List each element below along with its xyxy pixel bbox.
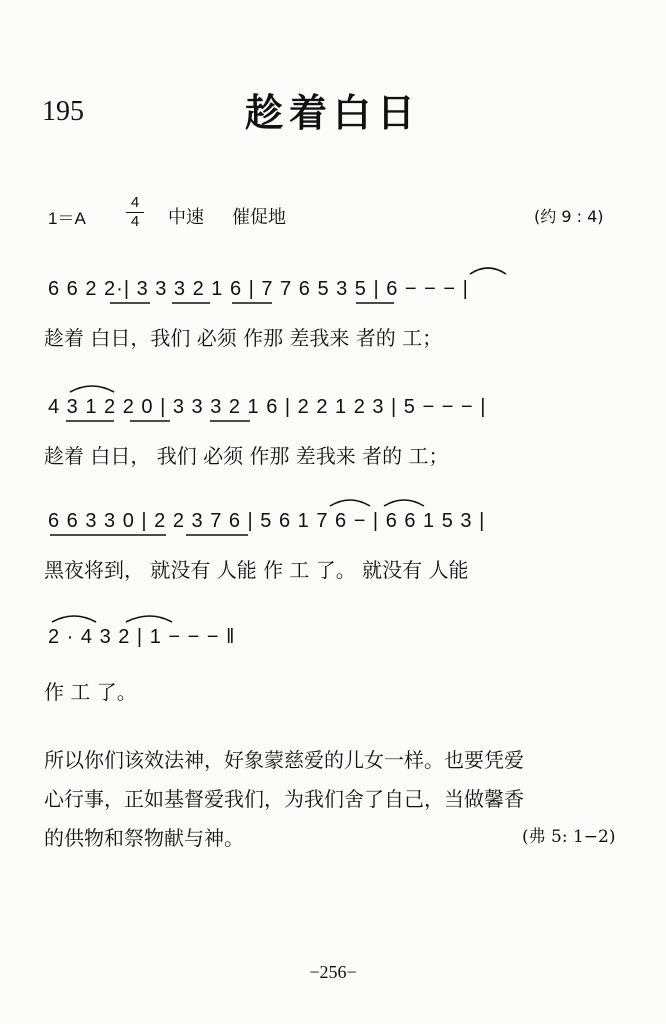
hymn-number: 195	[42, 96, 84, 127]
tempo-marking: 中速	[168, 207, 204, 228]
key-signature: 1＝A	[48, 209, 86, 228]
slur-mark	[470, 268, 506, 274]
slur-mark	[70, 386, 114, 392]
lyrics-line: 趁着 白日，我们 必须 作那 差我来 者的 工；	[44, 326, 443, 350]
notation-line: 2 · 4 3 2 | 1 − − − ‖	[48, 626, 236, 648]
time-signature	[126, 194, 144, 231]
expression-marking: 催促地	[232, 207, 286, 228]
prose-line: 心行事，正如基督爱我们，为我们舍了自己，当做馨香	[44, 787, 524, 811]
lyrics-line: 趁着 白日， 我们 必须 作那 差我来 者的 工；	[44, 444, 449, 468]
notation-line: 6 6 2 2·| 3 3 3 2 1 6 | 7 7 6 5 3 5 | 6 − − − |	[48, 278, 469, 300]
prose-line: 所以你们该效法神，好象蒙慈爱的儿女一样。也要凭爱	[44, 748, 524, 772]
lyrics-line: 作 工 了。	[44, 680, 137, 704]
notation-line: 6 6 3 3 0 | 2 2 3 7 6 | 5 6 1 7 6 − | 6 6 1 5 3 |	[48, 510, 486, 532]
hymn-title: 趁着白日	[244, 90, 421, 135]
time-signature-top: 4	[126, 194, 144, 213]
time-signature-bottom: 4	[130, 213, 140, 230]
prose-reference: (弗 5: 1−2)	[522, 827, 616, 847]
scripture-reference: (约 9 : 4)	[534, 207, 604, 226]
slur-mark	[52, 616, 96, 622]
slur-mark	[330, 500, 370, 506]
lyrics-line: 黑夜将到， 就没有 人能 作 工 了。 就没有 人能	[44, 558, 469, 582]
slur-mark	[126, 616, 172, 622]
notation-line: 4 3 1 2 2 0 | 3 3 3 2 1 6 | 2 2 1 2 3 | 5 − − − |	[48, 396, 487, 418]
prose-line: 的供物和祭物献与神。	[44, 826, 244, 850]
page-number: −256−	[309, 962, 357, 982]
slur-mark	[384, 500, 424, 506]
